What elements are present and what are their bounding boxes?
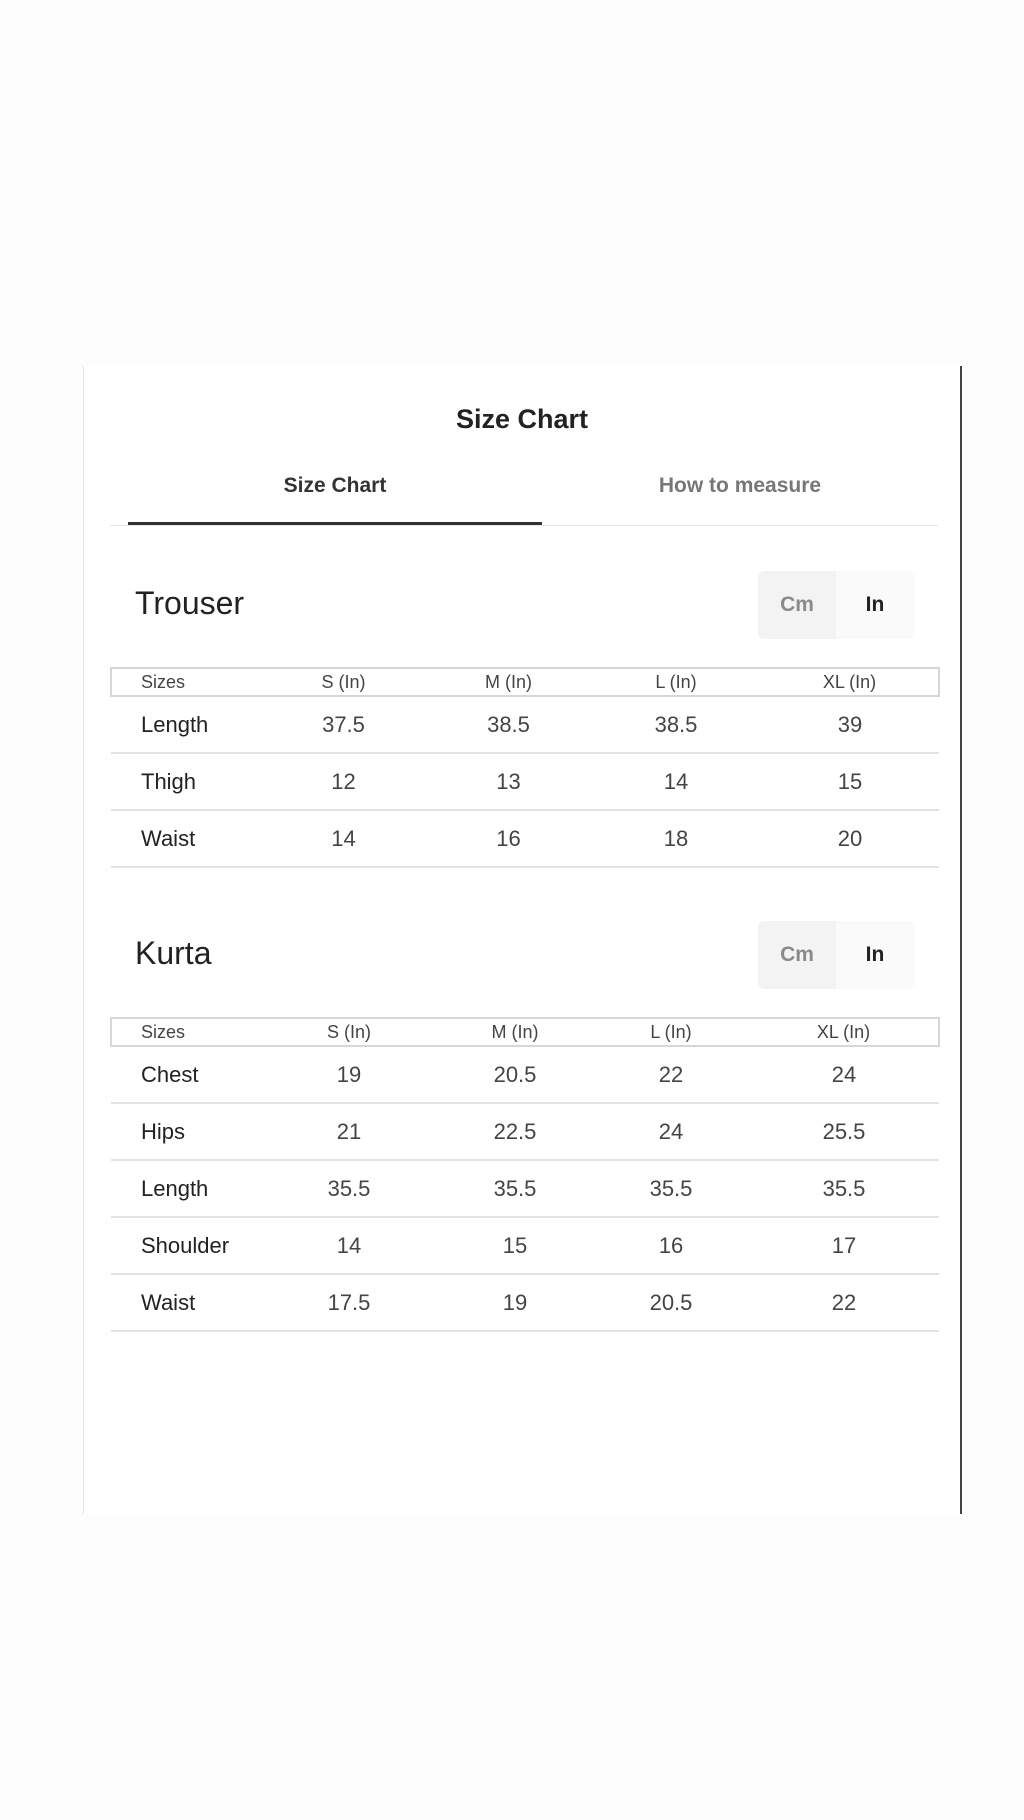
table-cell: 12 (261, 753, 426, 810)
column-header: Sizes (111, 1018, 261, 1046)
table-cell: 22 (749, 1274, 939, 1331)
table-cell: 38.5 (426, 696, 591, 753)
table-row (111, 1217, 939, 1274)
table-row (111, 1274, 939, 1331)
section-title-trouser: Trouser (135, 585, 245, 621)
measurement-label: Waist (111, 810, 261, 867)
section-header (110, 921, 938, 991)
table-cell: 15 (761, 753, 939, 810)
table-cell: 20 (761, 810, 939, 867)
column-header: XL (In) (749, 1018, 939, 1046)
panel-title: Size Chart (455, 404, 589, 434)
table-cell: 24 (749, 1046, 939, 1103)
unit-cm-button[interactable]: Cm (758, 571, 836, 639)
table-row (111, 753, 939, 810)
table-row (111, 1103, 939, 1160)
tab-size-chart[interactable]: Size Chart (128, 469, 542, 525)
column-header: L (In) (591, 668, 761, 696)
table-header-row (111, 1018, 939, 1046)
column-header: M (In) (426, 668, 591, 696)
table-cell: 37.5 (261, 696, 426, 753)
table-cell: 38.5 (591, 696, 761, 753)
unit-cm-button[interactable]: Cm (758, 921, 836, 989)
table-cell: 35.5 (749, 1160, 939, 1217)
table-row (111, 1160, 939, 1217)
table-cell: 35.5 (593, 1160, 749, 1217)
table-cell: 17.5 (261, 1274, 437, 1331)
column-header: L (In) (593, 1018, 749, 1046)
measurement-label: Shoulder (111, 1217, 261, 1274)
table-cell: 19 (261, 1046, 437, 1103)
table-cell: 20.5 (593, 1274, 749, 1331)
column-header: Sizes (111, 668, 261, 696)
column-header: S (In) (261, 668, 426, 696)
column-header: S (In) (261, 1018, 437, 1046)
measurement-label: Thigh (111, 753, 261, 810)
size-chart-panel (83, 366, 962, 1514)
measurement-label: Waist (111, 1274, 261, 1331)
trouser-size-table (110, 667, 940, 868)
kurta-size-table (110, 1017, 940, 1332)
unit-toggle-kurta (758, 921, 914, 989)
section-kurta (110, 921, 938, 1332)
table-cell: 25.5 (749, 1103, 939, 1160)
tab-bar (110, 469, 938, 526)
unit-in-button[interactable]: In (836, 921, 914, 989)
table-cell: 14 (261, 810, 426, 867)
table-cell: 22.5 (437, 1103, 593, 1160)
table-cell: 18 (591, 810, 761, 867)
table-cell: 17 (749, 1217, 939, 1274)
section-header (110, 571, 938, 641)
table-cell: 24 (593, 1103, 749, 1160)
table-cell: 13 (426, 753, 591, 810)
section-title-kurta: Kurta (135, 935, 212, 971)
measurement-label: Length (111, 1160, 261, 1217)
table-header-row (111, 668, 939, 696)
table-cell: 14 (591, 753, 761, 810)
table-cell: 35.5 (437, 1160, 593, 1217)
table-cell: 35.5 (261, 1160, 437, 1217)
table-cell: 14 (261, 1217, 437, 1274)
table-cell: 15 (437, 1217, 593, 1274)
tab-how-to-measure[interactable]: How to measure (658, 474, 822, 497)
table-row (111, 810, 939, 867)
measurement-label: Length (111, 696, 261, 753)
table-cell: 19 (437, 1274, 593, 1331)
table-cell: 21 (261, 1103, 437, 1160)
table-row (111, 696, 939, 753)
measurement-label: Chest (111, 1046, 261, 1103)
table-cell: 16 (593, 1217, 749, 1274)
table-row (111, 1046, 939, 1103)
measurement-label: Hips (111, 1103, 261, 1160)
unit-toggle-trouser (758, 571, 914, 639)
table-cell: 22 (593, 1046, 749, 1103)
column-header: M (In) (437, 1018, 593, 1046)
column-header: XL (In) (761, 668, 939, 696)
table-cell: 20.5 (437, 1046, 593, 1103)
section-trouser (110, 571, 938, 868)
table-cell: 16 (426, 810, 591, 867)
table-cell: 39 (761, 696, 939, 753)
unit-in-button[interactable]: In (836, 571, 914, 639)
